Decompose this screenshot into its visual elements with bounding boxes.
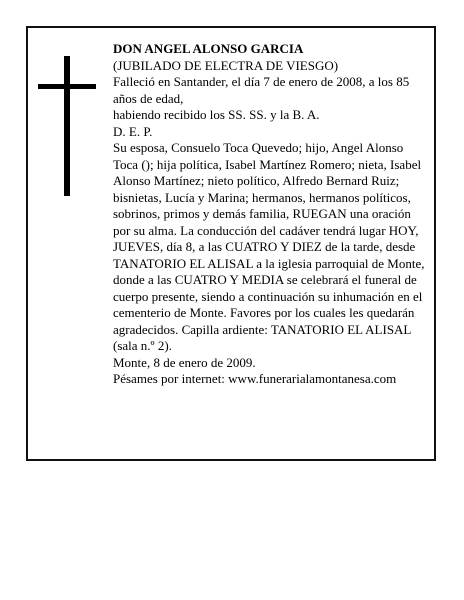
sacraments-line: habiendo recibido los SS. SS. y la B. A. bbox=[113, 107, 320, 122]
condolences-line: Pésames por internet: www.funerarialamontanesa.com bbox=[113, 371, 397, 386]
obituary-text bbox=[113, 41, 425, 388]
cross-horizontal-bar bbox=[38, 84, 96, 89]
cross-icon bbox=[38, 56, 96, 196]
cross-vertical-bar bbox=[64, 56, 70, 196]
death-notice: Falleció en Santander, el día 7 de enero de 2008, a los 85 años de edad, bbox=[113, 74, 410, 106]
family-and-funeral-details: Su esposa, Consuelo Toca Quevedo; hijo, Angel Alonso Toca (); hija política, Isabel Martínez Romero; nieta, Isabel Alonso Martínez; nieto político, Alfredo Bernard Ruiz; bisnietas, Lucía y Marina; hermanos, hermanos políticos, sobrinos, primos y demás familia, RUEGAN una oración por su alma. La conducción del cadáver tendrá lugar HOY, JUEVES, día 8, a las CUATRO Y DIEZ de la tarde, desde TANATORIO EL ALISAL a la iglesia parroquial de Monte, donde a las CUATRO Y MEDIA se celebrará el funeral de cuerpo presente, siendo a continuación su inhumación en el cementerio de Monte. Favores por los cuales les quedarán agradecidos. Capilla ardiente: TANATORIO EL ALISAL (sala n.º 2). bbox=[113, 140, 425, 353]
deceased-occupation: (JUBILADO DE ELECTRA DE VIESGO) bbox=[113, 57, 339, 73]
place-date: Monte, 8 de enero de 2009. bbox=[113, 354, 256, 370]
rip-line: D. E. P. bbox=[113, 123, 153, 139]
deceased-name: DON ANGEL ALONSO GARCIA bbox=[113, 41, 304, 56]
